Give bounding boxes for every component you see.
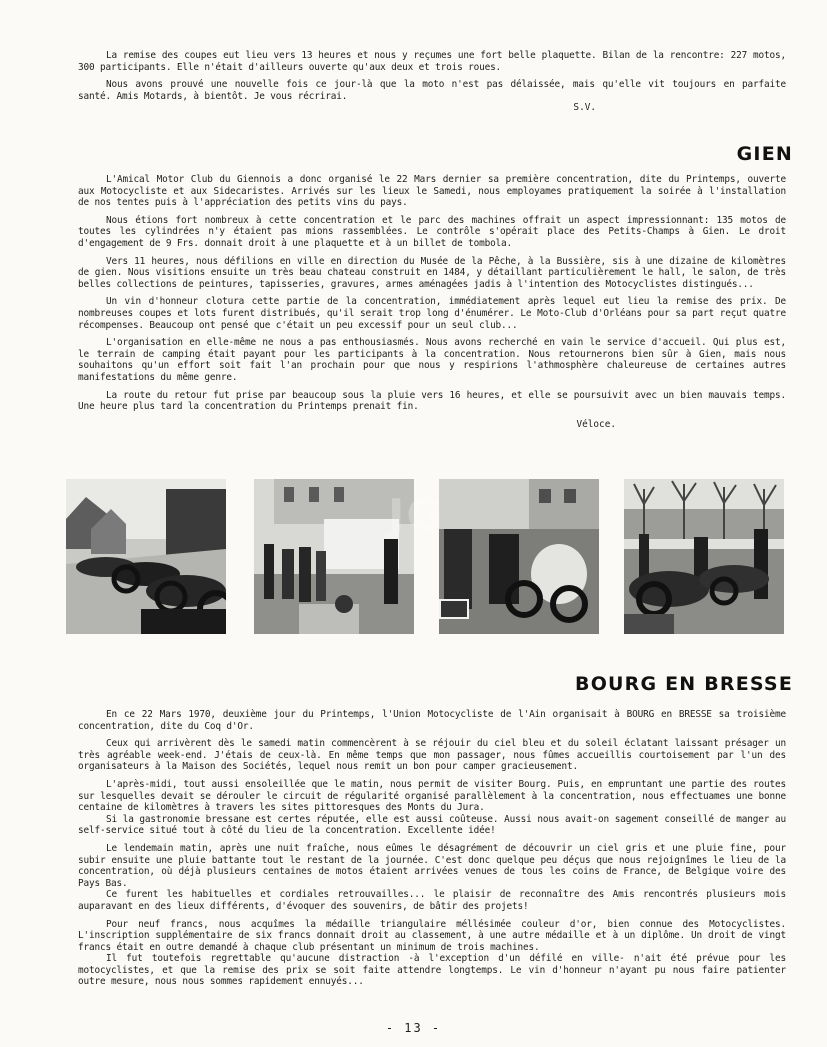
jg-watermark: JG xyxy=(388,490,445,541)
intro-article xyxy=(78,50,786,114)
bourg-article xyxy=(78,709,786,994)
gien-heading: GIEN xyxy=(736,143,793,165)
gien-paragraph: La route du retour fut prise par beaucoup sous la pluie vers 16 heures, et elle se poursuivit avec un bien mauvais temps. Une heure plus tard la concentration du Printemps prenait fin. xyxy=(78,389,786,413)
bourg-paragraph: Le lendemain matin, après une nuit fraîche, nous eûmes le désagrément de découvrir un ciel gris et une pluie fine, pour subir ensuite une pluie battante tout le restant de la journée. C'est donc quelque peu déçus que nous rejoignîmes le lieu de la concentration, où déjà plusieurs centaines de motos étaient arrivées venues de tous les coins de France, de Belgique voire des Pays Bas. xyxy=(78,842,786,889)
gien-paragraph: L'Amical Motor Club du Giennois a donc organisé le 22 Mars dernier sa première concentration, dite du Printemps, ouverte aux Motocycliste et aux Sidecaristes. Arrivés sur les lieux le Samedi, nous employames pratiquement la soirée à l'installation de nos tentes puis à l'appréciation des petits vins du pays. xyxy=(78,174,786,209)
gien-signature: Véloce. xyxy=(576,418,616,430)
gien-paragraph: L'organisation en elle-même ne nous a pas enthousiasmés. Nous avons recherché en vain le service d'accueil. Qui plus est, le terrain de camping était payant pour les participants à la concentration. Nous retournerons bien sûr à Gien, mais nous souhaitons qu'un effort soit fait l'an prochain pour que nous y respirions l'athmosphère chaleureuse de certaines autres manifestations du même genre. xyxy=(78,337,786,383)
page-number: - 13 - xyxy=(385,1021,442,1035)
bourg-paragraph: Pour neuf francs, nous acquîmes la médaille triangulaire méllésimée couleur d'or, bien connue des Motocyclistes. L'inscription supplémentaire de six francs donnait droit au classement, à une autre médaille et à un diplôme. Un droit de vingt francs était en outre demandé à chaque club présentant un minimum de trois machines. xyxy=(78,918,786,953)
bourg-paragraph: Il fut toutefois regrettable qu'aucune distraction -à l'exception d'un défilé en ville- n'ait été prévue pour les motocyclistes, et que la remise des prix se soit faite attendre longtemps. Le vin d'honneur n'ayant pu nous faire patienter outre mesure, nous nous sommes rapidement ennuyés... xyxy=(78,953,786,988)
gien-paragraph: Nous étions fort nombreux à cette concentration et le parc des machines offrait un aspect impressionnant: 135 motos de toutes les cylindrées n'y étaient pas mions rassemblées. Le contrôle s'opérait place des Petits-Champs à Gien. Le droit d'engagement de 9 Frs. donnait droit à une plaquette et à un billet de tombola. xyxy=(78,214,786,249)
gien-paragraph: Un vin d'honneur clotura cette partie de la concentration, immédiatement après lequel eut lieu la remise des prix. De nombreuses coupes et lots furent distribués, qu'il serait trop long d'énumérer. Le Moto-Club d'Orléans pour sa part reçut quatre récompenses. Beaucoup ont pensé que c'était un peu excessif pour un seul club... xyxy=(78,296,786,331)
bourg-paragraph: L'après-midi, tout aussi ensoleillée que le matin, nous permit de visiter Bourg. Puis, en empruntant une partie des routes sur lesquelles devait se dérouler le circuit de régularité organisé parallèlement à la concentration, nous effectuames une bonne centaine de kilomètres à travers les sites pittoresques des Monts du Jura. xyxy=(78,778,786,814)
photo-parked-motorcycles xyxy=(66,479,226,634)
bourg-paragraph: Ceux qui arrivèrent dès le samedi matin commencèrent à se réjouir du ciel bleu et du soleil éclatant laissant présager un très agréable week-end. J'étais de ceux-là. En même temps que mon passager, nous fûmes accueillis courtoisement par l'un des organisateurs à la Maison des Sociétés, lequel nous remit un bon pour camper gracieusement. xyxy=(78,738,786,773)
bourg-heading: BOURG EN BRESSE xyxy=(575,673,793,695)
bourg-paragraph: Si la gastronomie bressane est certes réputée, elle est aussi coûteuse. Aussi nous avait-on sagement conseillé de manger au self-service situé tout à côté du lieu de la concentration. Excellente idée! xyxy=(78,813,786,837)
bourg-paragraph: Ce furent les habituelles et cordiales retrouvailles... le plaisir de reconnaître des Amis rencontrés plusieurs mois auparavant en des lieux différents, d'évoquer des souvenirs, de bâtir des projets! xyxy=(78,889,786,912)
bourg-paragraph: En ce 22 Mars 1970, deuxième jour du Printemps, l'Union Motocycliste de l'Ain organisait à BOURG en BRESSE sa troisième concentration, dite du Coq d'Or. xyxy=(78,709,786,732)
intro-signature: S.V. xyxy=(573,102,596,114)
gien-paragraph: Vers 11 heures, nous défilions en ville en direction du Musée de la Pêche, à la Bussière, sis à une dizaine de kilomètres de gien. Nous visitions ensuite un très beau chateau construit en 1484, y détaillant particulièrement le hall, le salon, de très belles collections de peintures, tapisseries, gravures, armes aménagées jadis à l'intention des Motocyclistes distingués... xyxy=(78,255,786,290)
intro-paragraph: La remise des coupes eut lieu vers 13 heures et nous y reçumes une fort belle plaquette. Bilan de la rencontre: 227 motos, 300 participants. Elle n'était d'ailleurs ouverte qu'aux deux et trois roues. xyxy=(78,50,786,73)
gien-article xyxy=(78,174,786,430)
photo-square-trees xyxy=(624,479,784,634)
intro-paragraph: Nous avons prouvé une nouvelle fois ce jour-là que la moto n'est pas délaissée, mais qu'elle vit toujours en parfaite santé. Amis Motards, à bientôt. Je vous récrirai. xyxy=(78,79,786,102)
